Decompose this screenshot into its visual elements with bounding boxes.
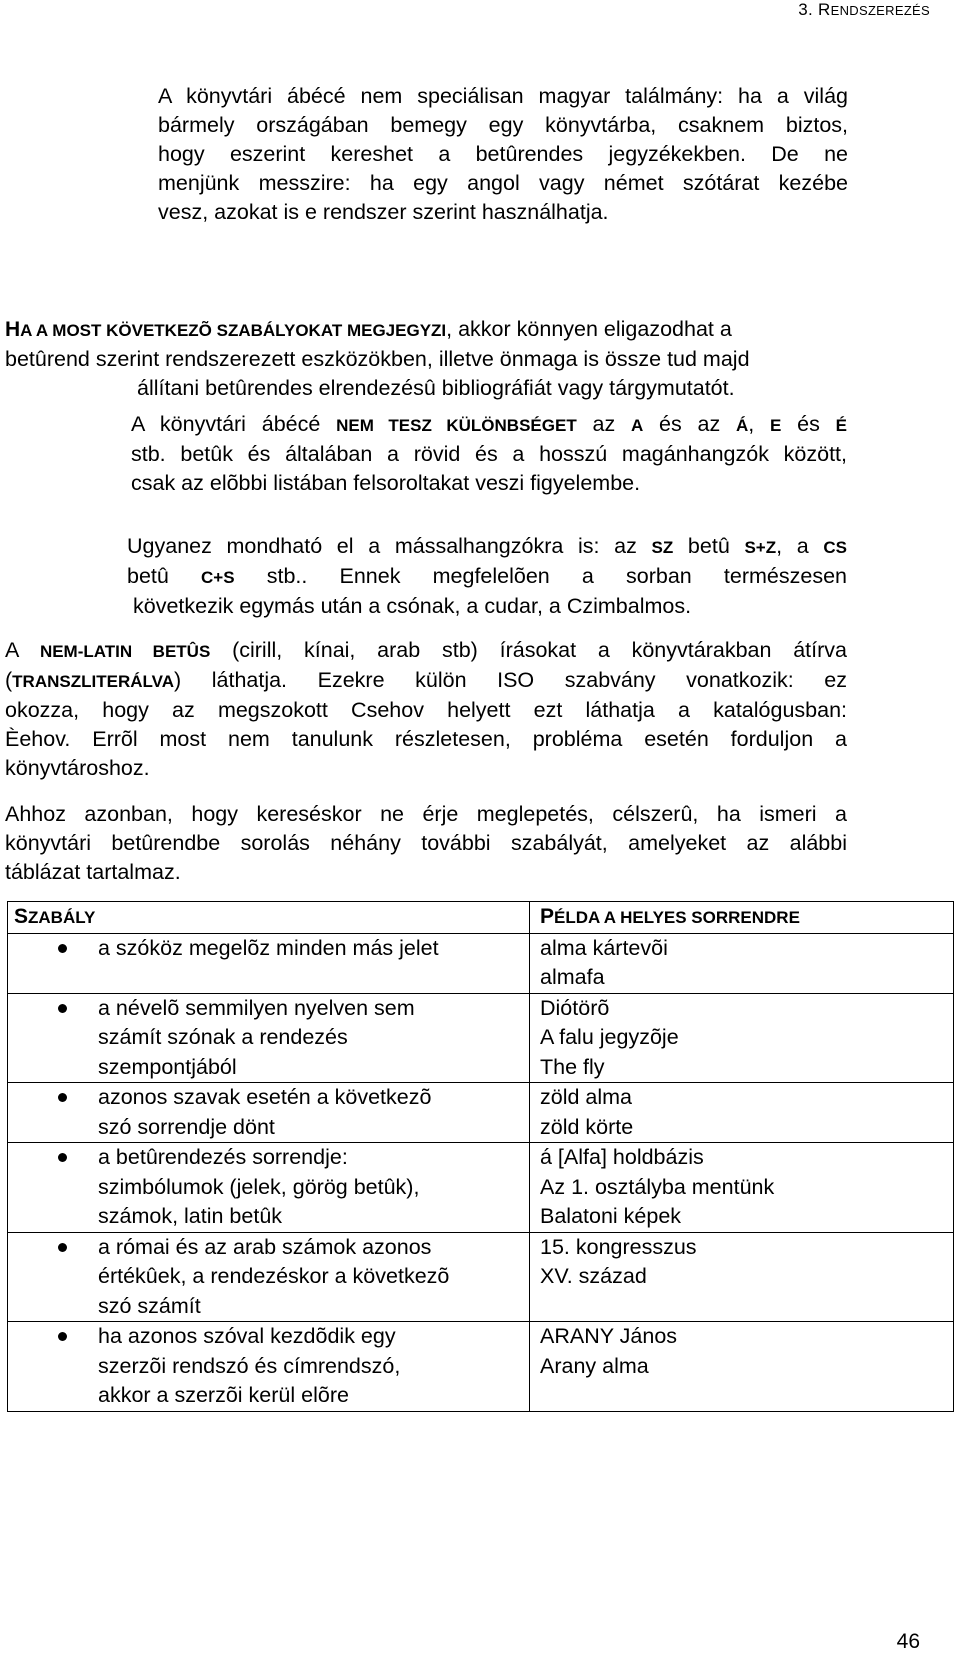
caps-span: Á bbox=[736, 416, 749, 435]
rules-intro-line-3: állítani betûrendes elrendezésû bibliográfiát vagy tárgymutatót. bbox=[137, 376, 735, 400]
consonant-note-line-2 bbox=[127, 562, 847, 592]
example-line: Balatoni képek bbox=[540, 1204, 682, 1228]
consonant-note-line-1 bbox=[127, 532, 847, 562]
intro-line: A könyvtári ábécé nem speciálisan magyar találmány: ha a világ bbox=[158, 84, 848, 108]
rules-intro-line-1 bbox=[5, 315, 847, 345]
chapter-title-rest: ENDSZEREZÉS bbox=[830, 3, 930, 18]
intro-line: vesz, azokat is e rendszer szerint használhatja. bbox=[158, 200, 609, 224]
caps-span: NEM TESZ KÜLÖNBSÉGET bbox=[336, 416, 577, 435]
chapter-title-initial: R bbox=[818, 0, 831, 19]
bullet-icon bbox=[58, 1093, 67, 1102]
nonlatin-line-2 bbox=[5, 666, 847, 696]
rule-text-line: a névelõ semmilyen nyelven sem bbox=[98, 995, 415, 1020]
rules-table bbox=[7, 901, 954, 1412]
chapter-number: 3. bbox=[798, 0, 814, 19]
consonant-note-paragraph bbox=[127, 532, 847, 621]
table-row bbox=[8, 1322, 954, 1412]
rule-text-line: számít szónak a rendezés bbox=[98, 1025, 348, 1049]
example-line: ARANY János bbox=[540, 1324, 678, 1348]
text-span: A könyvtári ábécé bbox=[131, 412, 337, 436]
rule-item bbox=[8, 994, 529, 1083]
search-note-line-1: Ahhoz azonban, hogy kereséskor ne érje meglepetés, célszerû, ha ismeri a bbox=[5, 802, 847, 826]
text-span: , a bbox=[776, 534, 824, 558]
text-span: ( bbox=[5, 668, 13, 692]
example-line: á [Alfa] holdbázis bbox=[540, 1145, 704, 1169]
example-line: Diótörõ bbox=[540, 995, 610, 1020]
rules-intro-paragraph bbox=[5, 315, 847, 403]
example-line: XV. század bbox=[540, 1264, 647, 1288]
rule-item bbox=[8, 1233, 529, 1322]
nonlatin-line-1 bbox=[5, 636, 847, 666]
header-example bbox=[530, 902, 954, 934]
example-line: zöld körte bbox=[540, 1114, 634, 1139]
caps-span: E bbox=[770, 416, 782, 435]
caps-span: NEM-LATIN BETÛS bbox=[39, 642, 211, 661]
rules-intro-caps: A A MOST KÖVETKEZÕ SZABÁLYOKAT MEGJEGYZI bbox=[20, 321, 447, 340]
table-row bbox=[8, 993, 954, 1083]
table-row bbox=[8, 1232, 954, 1322]
rules-intro-line-2: betûrend szerint rendszerezett eszközökben, illetve önmaga is össze tud majd bbox=[5, 347, 750, 371]
page-number: 46 bbox=[896, 1630, 920, 1653]
caps-span: SZ bbox=[651, 538, 674, 557]
rules-intro-initial: H bbox=[5, 318, 21, 341]
search-note-line-2: könyvtári betûrendbe sorolás néhány további szabályát, amelyeket az alábbi bbox=[5, 831, 847, 855]
example-line: alma kártevõi bbox=[540, 935, 668, 960]
search-note-line-3: táblázat tartalmaz. bbox=[5, 860, 181, 884]
example-line: 15. kongresszus bbox=[540, 1234, 697, 1259]
rule-text-line: azonos szavak esetén a következõ bbox=[98, 1085, 432, 1109]
text-span: stb.. Ennek megfelelõen a sorban természesen bbox=[234, 564, 848, 588]
header-initial: P bbox=[540, 905, 555, 928]
example-line: zöld alma bbox=[540, 1085, 633, 1109]
rule-cell bbox=[8, 1232, 530, 1322]
search-note-paragraph bbox=[5, 800, 847, 887]
intro-paragraph bbox=[158, 82, 848, 227]
rules-table-body bbox=[8, 933, 954, 1411]
intro-line: hogy eszerint kereshet a betûrendes jegyzékekben. De ne bbox=[158, 142, 848, 166]
caps-span: A bbox=[630, 416, 644, 435]
text-span: (cirill, kínai, arab stb) írásokat a könyvtárakban átírva bbox=[210, 638, 847, 662]
header-rest: ZABÁLY bbox=[28, 908, 96, 927]
abc-note-paragraph bbox=[131, 410, 847, 498]
rule-cell bbox=[8, 1083, 530, 1143]
text-span: betû bbox=[673, 534, 745, 558]
example-cell bbox=[530, 993, 954, 1083]
intro-line: bármely országában bemegy egy könyvtárba, csaknem biztos, bbox=[158, 113, 848, 137]
abc-note-line-2: stb. betûk és általában a rövid és a hosszú magánhangzók között, bbox=[131, 442, 847, 466]
consonant-note-line-3: következik egymás után a csónak, a cudar, a Czimbalmos. bbox=[133, 594, 692, 618]
text-span: ) láthatja. Ezekre külön ISO szabvány vonatkozik: ez bbox=[173, 668, 847, 692]
rule-text-line: ha azonos szóval kezdõdik egy bbox=[98, 1324, 396, 1348]
rule-text-line: számok, latin betûk bbox=[98, 1204, 283, 1228]
bullet-icon bbox=[58, 944, 67, 953]
text-span: az bbox=[576, 412, 631, 436]
header-rule bbox=[8, 902, 530, 934]
table-header-row bbox=[8, 902, 954, 934]
example-cell bbox=[530, 933, 954, 993]
rule-text-line: értékûek, a rendezéskor a következõ bbox=[98, 1264, 450, 1288]
rule-cell bbox=[8, 1143, 530, 1233]
bullet-icon bbox=[58, 1153, 67, 1162]
text-span: és az bbox=[643, 412, 737, 436]
rule-cell bbox=[8, 993, 530, 1083]
rule-text-line: a római és az arab számok azonos bbox=[98, 1234, 432, 1259]
caps-span: CS bbox=[823, 538, 847, 557]
rule-text-line: szó sorrendje dönt bbox=[98, 1114, 275, 1139]
bullet-icon bbox=[58, 1004, 67, 1013]
rule-cell bbox=[8, 1322, 530, 1412]
table-row bbox=[8, 1083, 954, 1143]
rule-text-line: a betûrendezés sorrendje: bbox=[98, 1145, 348, 1169]
text-span: és bbox=[781, 412, 836, 436]
rule-text-line: szerzõi rendszó és címrendszó, bbox=[98, 1353, 401, 1378]
bullet-icon bbox=[58, 1243, 67, 1252]
abc-note-line-1 bbox=[131, 410, 847, 440]
rule-text-line: szimbólumok (jelek, görög betûk), bbox=[98, 1174, 420, 1199]
nonlatin-line-3: okozza, hogy az megszokott Csehov helyett ezt láthatja a katalógusban: bbox=[5, 698, 847, 722]
rule-item bbox=[8, 934, 529, 964]
example-cell bbox=[530, 1322, 954, 1412]
rule-cell bbox=[8, 933, 530, 993]
running-head bbox=[798, 0, 930, 26]
example-line: The fly bbox=[540, 1054, 605, 1079]
example-cell bbox=[530, 1143, 954, 1233]
rules-intro-rest: , akkor könnyen eligazodhat a bbox=[446, 317, 732, 341]
rule-item bbox=[8, 1083, 529, 1142]
example-line: A falu jegyzõje bbox=[540, 1025, 679, 1049]
intro-line: menjünk messzire: ha egy angol vagy német szótárat kezébe bbox=[158, 171, 848, 195]
rule-item bbox=[8, 1143, 529, 1232]
text-span: Ugyanez mondható el a mássalhangzókra is: az bbox=[127, 534, 652, 558]
abc-note-line-3: csak az elõbbi listában felsoroltakat veszi figyelembe. bbox=[131, 471, 641, 495]
nonlatin-paragraph bbox=[5, 636, 847, 783]
rule-text-line: szempontjából bbox=[98, 1054, 237, 1079]
caps-span: S+Z bbox=[744, 538, 777, 557]
text-span: A bbox=[5, 638, 40, 662]
example-cell bbox=[530, 1083, 954, 1143]
example-line: Arany alma bbox=[540, 1353, 649, 1378]
nonlatin-line-4: Èehov. Errõl most nem tanulunk részletesen, probléma esetén forduljon a bbox=[5, 727, 847, 751]
header-initial: S bbox=[14, 905, 29, 928]
caps-span: C+S bbox=[201, 568, 235, 587]
example-line: almafa bbox=[540, 965, 605, 989]
text-span: betû bbox=[127, 564, 202, 588]
bullet-icon bbox=[58, 1332, 67, 1341]
example-line: Az 1. osztályba mentünk bbox=[540, 1174, 775, 1199]
text-span: , bbox=[748, 412, 771, 436]
rule-text-line: szó számít bbox=[98, 1293, 201, 1318]
table-row bbox=[8, 933, 954, 993]
rule-item bbox=[8, 1322, 529, 1411]
table-row bbox=[8, 1143, 954, 1233]
nonlatin-line-5: könyvtároshoz. bbox=[5, 756, 150, 780]
rule-text-line: akkor a szerzõi kerül elõre bbox=[98, 1383, 349, 1407]
header-rest: ÉLDA A HELYES SORRENDRE bbox=[554, 908, 800, 927]
rule-text-line: a szóköz megelõz minden más jelet bbox=[98, 935, 439, 960]
caps-span: TRANSZLITERÁLVA bbox=[12, 672, 174, 691]
example-cell bbox=[530, 1232, 954, 1322]
caps-span: É bbox=[835, 416, 847, 435]
